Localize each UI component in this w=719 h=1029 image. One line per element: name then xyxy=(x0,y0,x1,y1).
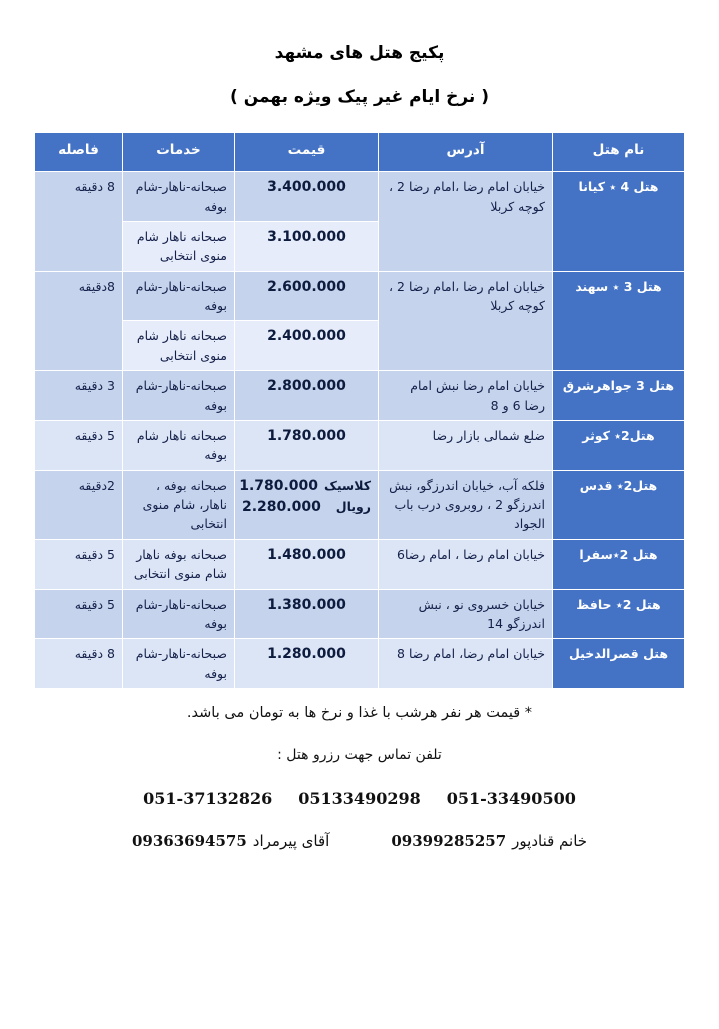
price-table-wrapper xyxy=(35,132,685,689)
hotel-distance-cell: 5 دقیقه xyxy=(35,420,123,470)
hotel-price-cell xyxy=(235,470,379,539)
hotel-name-cell: هتل2٭ کوثر xyxy=(553,420,685,470)
hotel-price-cell xyxy=(235,639,379,689)
table-row xyxy=(35,470,685,539)
price-value: 2.800.000 xyxy=(267,378,346,395)
title-block xyxy=(0,0,719,108)
page-subtitle: ( نرخ ایام غیر پیک ویژه بهمن ) xyxy=(230,87,489,108)
hotel-distance-cell: 8 دقیقه xyxy=(35,639,123,689)
hotel-price-cell xyxy=(235,420,379,470)
hotel-name-cell: هتل 4 ٭ کیانا xyxy=(553,172,685,272)
hotel-price-cell xyxy=(235,271,379,321)
column-header-services: خدمات xyxy=(123,133,235,172)
hotel-services-cell: صبحانه-ناهار-شام بوفه xyxy=(123,589,235,639)
column-header-price: قیمت xyxy=(235,133,379,172)
contact-person-row xyxy=(34,832,685,850)
price-value: 1.380.000 xyxy=(267,596,346,613)
hotel-distance-cell: 5 دقیقه xyxy=(35,589,123,639)
table-row xyxy=(35,420,685,470)
table-row xyxy=(35,589,685,639)
table-row xyxy=(35,639,685,689)
footer-block xyxy=(34,705,685,850)
hotel-distance-cell: 5 دقیقه xyxy=(35,539,123,589)
column-header-distance: فاصله xyxy=(35,133,123,172)
hotel-services-cell: صبحانه ناهار شام بوفه xyxy=(123,420,235,470)
hotel-price-table xyxy=(34,132,685,689)
price-value: 1.280.000 xyxy=(267,646,346,663)
contact-person-name: خانم قنادپور xyxy=(512,832,588,851)
hotel-price-cell xyxy=(235,172,379,222)
hotel-distance-cell: 8 دقیقه xyxy=(35,172,123,272)
hotel-name-cell: هتل 3 جواهرشرق xyxy=(553,371,685,421)
hotel-services-cell: صبحانه-ناهار-شام بوفه xyxy=(123,271,235,321)
hotel-services-cell: صبحانه-ناهار-شام بوفه xyxy=(123,639,235,689)
contact-person-number[interactable]: 09363694575 xyxy=(131,832,247,851)
hotel-name-cell: هتل 2٭سفرا xyxy=(553,539,685,589)
hotel-address-cell: خیابان امام رضا، امام رضا 8 xyxy=(379,639,553,689)
price-value: 1.780.000 xyxy=(239,477,319,494)
hotel-distance-cell: 3 دقیقه xyxy=(35,371,123,421)
hotel-services-cell: صبحانه-ناهار-شام بوفه xyxy=(123,172,235,222)
hotel-distance-cell: 8دقیقه xyxy=(35,271,123,371)
hotel-distance-cell: 2دقیقه xyxy=(35,470,123,539)
hotel-address-cell: خیابان امام رضا ،امام رضا 2 ، کوچه کربلا xyxy=(379,271,553,371)
column-header-hotel-name: نام هتل xyxy=(553,133,685,172)
hotel-address-cell: خیابان امام رضا نبش امام رضا 6 و 8 xyxy=(379,371,553,421)
hotel-address-cell: ضلع شمالی بازار رضا xyxy=(379,420,553,470)
contact-person-name: آقای پیرمراد xyxy=(252,832,330,851)
hotel-name-cell: هتل2٭ قدس xyxy=(553,470,685,539)
price-value: 1.780.000 xyxy=(267,427,346,444)
hotel-services-cell: صبحانه-ناهار-شام بوفه xyxy=(123,371,235,421)
table-header-row xyxy=(35,133,685,172)
hotel-services-cell-alt: صبحانه ناهار شام منوی انتخابی xyxy=(123,321,235,371)
price-note: * قیمت هر نفر هرشب با غذا و نرخ ها به تومان می باشد. xyxy=(186,705,533,722)
contact-person-number[interactable]: 09399285257 xyxy=(391,832,507,851)
hotel-address-cell: خیابان امام رضا ،امام رضا 2 ، کوچه کربلا xyxy=(379,172,553,272)
price-label: کلاسیک xyxy=(324,477,371,493)
price-value: 3.400.000 xyxy=(267,179,346,196)
phone-intro-label: تلفن تماس جهت رزرو هتل : xyxy=(277,747,442,764)
hotel-price-cell-alt xyxy=(235,221,379,271)
table-body xyxy=(35,172,685,689)
hotel-name-cell: هتل 2٭ حافظ xyxy=(553,589,685,639)
hotel-price-cell xyxy=(235,589,379,639)
hotel-address-cell: خیابان خسروی نو ، نبش اندرزگو 14 xyxy=(379,589,553,639)
page-title: پکیج هتل های مشهد xyxy=(274,43,445,63)
hotel-services-cell: صبحانه بوفه ناهار شام منوی انتخابی xyxy=(123,539,235,589)
hotel-services-cell: صبحانه بوفه ، ناهار، شام منوی انتخابی xyxy=(123,470,235,539)
price-value: 1.480.000 xyxy=(267,546,346,563)
phone-number[interactable]: 051-33490500 xyxy=(446,789,576,809)
table-header xyxy=(35,133,685,172)
phone-number[interactable]: 05133490298 xyxy=(298,789,421,809)
price-value: 3.100.000 xyxy=(267,228,346,245)
hotel-price-cell xyxy=(235,371,379,421)
hotel-services-cell-alt: صبحانه ناهار شام منوی انتخابی xyxy=(123,221,235,271)
phone-number[interactable]: 051-37132826 xyxy=(143,789,273,809)
hotel-address-cell: خیابان امام رضا ، امام رضا6 xyxy=(379,539,553,589)
hotel-name-cell: هتل قصرالدخیل xyxy=(553,639,685,689)
contact-person[interactable] xyxy=(391,832,587,850)
hotel-price-cell xyxy=(235,539,379,589)
hotel-price-cell-alt xyxy=(235,321,379,371)
price-value: 2.600.000 xyxy=(267,278,346,295)
price-value: 2.280.000 xyxy=(242,499,321,516)
table-row xyxy=(35,539,685,589)
price-label: رویال xyxy=(335,499,371,515)
contact-person[interactable] xyxy=(132,832,329,850)
phone-number-row xyxy=(34,789,685,808)
hotel-name-cell: هتل 3 ٭ سهند xyxy=(553,271,685,371)
column-header-address: آدرس xyxy=(379,133,553,172)
table-row xyxy=(35,371,685,421)
table-row xyxy=(35,172,685,222)
price-value: 2.400.000 xyxy=(267,328,346,345)
table-row xyxy=(35,271,685,321)
hotel-address-cell: فلکه آب، خیابان اندرزگو، نبش اندرزگو 2 ، روبروی درب باب الجواد xyxy=(379,470,553,539)
